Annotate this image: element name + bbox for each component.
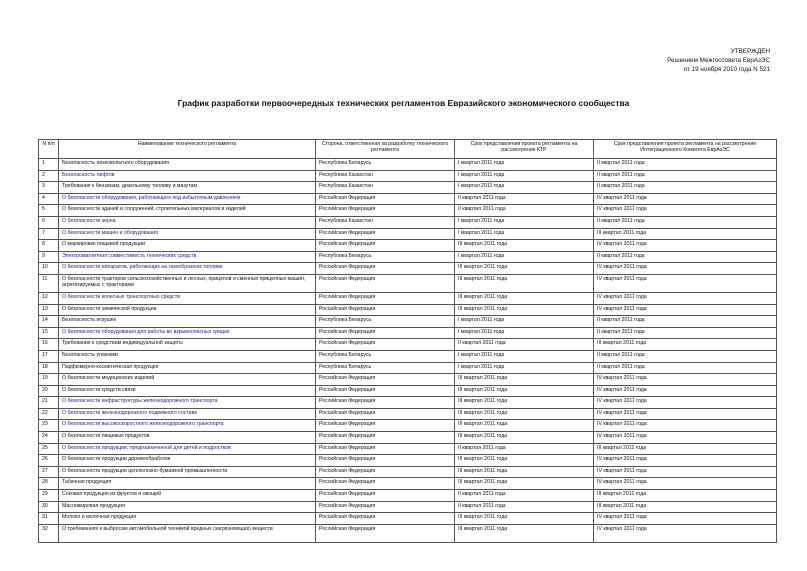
regulation-name: О маркировке пищевой продукции	[59, 240, 316, 252]
ktr-deadline: II квартал 2011 года	[455, 339, 594, 351]
table-row	[39, 216, 777, 228]
ktr-deadline: III квартал 2011 года	[455, 292, 594, 304]
responsible-party: Российская Федерация	[316, 304, 455, 316]
ic-deadline: III квартал 2011 года	[594, 228, 777, 240]
table-row	[39, 170, 777, 182]
regulation-name: О безопасности химической продукции	[59, 304, 316, 316]
ktr-deadline: II квартал 2011 года	[455, 205, 594, 217]
table-row	[39, 385, 777, 397]
header-party: Сторона, ответственная за разработку технического регламента	[316, 140, 455, 159]
ic-deadline: IV квартал 2011 года	[594, 478, 777, 490]
responsible-party: Республика Казахстан	[316, 170, 455, 182]
table-row	[39, 205, 777, 217]
responsible-party: Российская Федерация	[316, 478, 455, 490]
ktr-deadline: II квартал 2011 года	[455, 443, 594, 455]
regulation-name: О безопасности продукции деревообработки	[59, 455, 316, 467]
table-row	[39, 432, 777, 444]
table-row	[39, 304, 777, 316]
responsible-party: Российская Федерация	[316, 385, 455, 397]
table-row	[39, 159, 777, 171]
approval-block	[667, 47, 770, 75]
ic-deadline: III квартал 2011 года	[594, 490, 777, 502]
ktr-deadline: II квартал 2011 года	[455, 490, 594, 502]
ktr-deadline: III квартал 2011 года	[455, 263, 594, 275]
ktr-deadline: III квартал 2011 года	[455, 455, 594, 467]
regulation-name: О безопасности пищевых продуктов	[59, 432, 316, 444]
regulation-name: Безопасность игрушек	[59, 316, 316, 328]
row-number: 21	[39, 397, 59, 409]
ktr-deadline: III квартал 2011 года	[455, 385, 594, 397]
regulation-name: О безопасности продукции целлюлозно-бумажной промышленности	[59, 466, 316, 478]
ktr-deadline: III квартал 2011 года	[455, 304, 594, 316]
row-number: 22	[39, 408, 59, 420]
regulation-name[interactable]: О безопасности инфраструктуры железнодорожного транспорта	[59, 397, 316, 409]
responsible-party: Российская Федерация	[316, 228, 455, 240]
responsible-party: Российская Федерация	[316, 524, 455, 542]
regulation-name: О безопасности медицинских изделий	[59, 374, 316, 386]
regulation-name: Соковая продукция из фруктов и овощей	[59, 490, 316, 502]
row-number: 6	[39, 216, 59, 228]
ic-deadline: II квартал 2011 года	[594, 327, 777, 339]
row-number: 26	[39, 455, 59, 467]
ktr-deadline: III квартал 2011 года	[455, 432, 594, 444]
header-ktr-deadline: Срок представления проекта регламента на рассмотрение КТР	[455, 140, 594, 159]
ic-deadline: IV квартал 2011 года	[594, 524, 777, 542]
responsible-party: Республика Беларусь	[316, 251, 455, 263]
regulation-name[interactable]: О безопасности колесных транспортных средств	[59, 292, 316, 304]
row-number: 27	[39, 466, 59, 478]
ktr-deadline: III квартал 2011 года	[455, 240, 594, 252]
ic-deadline: IV квартал 2011 года	[594, 292, 777, 304]
row-number: 16	[39, 339, 59, 351]
table-row	[39, 350, 777, 362]
regulation-name[interactable]: О безопасности оборудования для работы во взрывоопасных средах	[59, 327, 316, 339]
ktr-deadline: I квартал 2011 года	[455, 159, 594, 171]
regulation-name[interactable]: О безопасности высокоскоростного железнодорожного транспорта	[59, 420, 316, 432]
responsible-party: Российская Федерация	[316, 432, 455, 444]
responsible-party: Российская Федерация	[316, 240, 455, 252]
header-name: Наименование технического регламента	[59, 140, 316, 159]
ktr-deadline: II квартал 2011 года	[455, 501, 594, 513]
ic-deadline: III квартал 2011 года	[594, 443, 777, 455]
table-row	[39, 316, 777, 328]
responsible-party: Российская Федерация	[316, 193, 455, 205]
table-row	[39, 443, 777, 455]
responsible-party: Российская Федерация	[316, 420, 455, 432]
row-number: 18	[39, 362, 59, 374]
ic-deadline: II квартал 2011 года	[594, 362, 777, 374]
responsible-party: Российская Федерация	[316, 397, 455, 409]
responsible-party: Российская Федерация	[316, 443, 455, 455]
header-ic-deadline: Срок представления проекта регламента на рассмотрение Интеграционного Комитета ЕврАзЭС	[594, 140, 777, 159]
regulations-table	[38, 139, 777, 543]
ic-deadline: II квартал 2011 года	[594, 216, 777, 228]
regulation-name: Требования к средствам индивидуальной защиты	[59, 339, 316, 351]
row-number: 12	[39, 292, 59, 304]
table-row	[39, 490, 777, 502]
row-number: 30	[39, 501, 59, 513]
ic-deadline: IV квартал 2011 года	[594, 263, 777, 275]
table-row	[39, 408, 777, 420]
ic-deadline: III квартал 2011 года	[594, 339, 777, 351]
approval-line-2: Решением Межгоссовета ЕврАзЭС	[667, 57, 770, 65]
responsible-party: Республика Беларусь	[316, 316, 455, 328]
row-number: 10	[39, 263, 59, 275]
regulation-name[interactable]: О безопасности аппаратов, работающих на газообразном топливе	[59, 263, 316, 275]
table-row	[39, 362, 777, 374]
table-header-row	[39, 140, 777, 159]
ktr-deadline: I квартал 2011 года	[455, 251, 594, 263]
regulation-name: Молоко и молочная продукция	[59, 513, 316, 525]
header-number: N п/п	[39, 140, 59, 159]
row-number: 19	[39, 374, 59, 386]
ktr-deadline: II квартал 2011 года	[455, 193, 594, 205]
row-number: 9	[39, 251, 59, 263]
ic-deadline: IV квартал 2011 года	[594, 240, 777, 252]
approval-line-3: от 19 ноября 2010 года N 521	[683, 66, 770, 74]
regulation-name[interactable]: О безопасности железнодорожного подвижного состава	[59, 408, 316, 420]
row-number: 14	[39, 316, 59, 328]
ic-deadline: II квартал 2011 года	[594, 316, 777, 328]
regulation-name[interactable]: Безопасность лифтов	[59, 170, 316, 182]
table-row	[39, 513, 777, 525]
table-row	[39, 228, 777, 240]
regulation-name: Парфюмерно-косметическая продукция	[59, 362, 316, 374]
regulation-name[interactable]: О безопасности оборудования, работающего под избыточным давлением	[59, 193, 316, 205]
row-number: 7	[39, 228, 59, 240]
row-number: 2	[39, 170, 59, 182]
regulation-name[interactable]: О безопасности продукции, предназначенной для детей и подростков	[59, 443, 316, 455]
responsible-party: Республика Казахстан	[316, 182, 455, 194]
ic-deadline: IV квартал 2011 года	[594, 274, 777, 292]
ktr-deadline: I квартал 2011 года	[455, 170, 594, 182]
ic-deadline: IV квартал 2011 года	[594, 513, 777, 525]
ktr-deadline: III квартал 2011 года	[455, 397, 594, 409]
row-number: 23	[39, 420, 59, 432]
responsible-party: Российская Федерация	[316, 374, 455, 386]
responsible-party: Российская Федерация	[316, 263, 455, 275]
responsible-party: Российская Федерация	[316, 292, 455, 304]
table-row	[39, 182, 777, 194]
ic-deadline: IV квартал 2011 года	[594, 205, 777, 217]
ic-deadline: IV квартал 2011 года	[594, 193, 777, 205]
table-row	[39, 478, 777, 490]
table-row	[39, 397, 777, 409]
ktr-deadline: I квартал 2011 года	[455, 216, 594, 228]
ktr-deadline: I квартал 2011 года	[455, 182, 594, 194]
table-row	[39, 251, 777, 263]
ktr-deadline: I квартал 2011 года	[455, 350, 594, 362]
row-number: 13	[39, 304, 59, 316]
ktr-deadline: I квартал 2011 года	[455, 362, 594, 374]
row-number: 20	[39, 385, 59, 397]
row-number: 17	[39, 350, 59, 362]
table-row	[39, 501, 777, 513]
ic-deadline: II квартал 2011 года	[594, 170, 777, 182]
responsible-party: Республика Беларусь	[316, 362, 455, 374]
responsible-party: Республика Беларусь	[316, 350, 455, 362]
table-row	[39, 193, 777, 205]
ic-deadline: IV квартал 2011 года	[594, 385, 777, 397]
responsible-party: Российская Федерация	[316, 205, 455, 217]
table-row	[39, 524, 777, 542]
ktr-deadline: III квартал 2011 года	[455, 420, 594, 432]
row-number: 25	[39, 443, 59, 455]
ic-deadline: IV квартал 2011 года	[594, 304, 777, 316]
responsible-party: Российская Федерация	[316, 455, 455, 467]
table-row	[39, 374, 777, 386]
table-row	[39, 292, 777, 304]
table-row	[39, 455, 777, 467]
row-number: 8	[39, 240, 59, 252]
ktr-deadline: III квартал 2011 года	[455, 524, 594, 542]
row-number: 1	[39, 159, 59, 171]
regulation-name: Безопасность упаковки	[59, 350, 316, 362]
row-number: 29	[39, 490, 59, 502]
ic-deadline: IV квартал 2011 года	[594, 408, 777, 420]
responsible-party: Российская Федерация	[316, 513, 455, 525]
row-number: 4	[39, 193, 59, 205]
regulation-name: Табачная продукция	[59, 478, 316, 490]
row-number: 24	[39, 432, 59, 444]
row-number: 11	[39, 274, 59, 292]
table-row	[39, 274, 777, 292]
ktr-deadline: I квартал 2011 года	[455, 327, 594, 339]
table-row	[39, 263, 777, 275]
row-number: 5	[39, 205, 59, 217]
ktr-deadline: I квартал 2011 года	[455, 228, 594, 240]
ic-deadline: IV квартал 2011 года	[594, 420, 777, 432]
table-row	[39, 240, 777, 252]
document-title: График разработки первоочередных технических регламентов Евразийского экономического сообщества	[177, 98, 630, 108]
table-row	[39, 339, 777, 351]
ic-deadline: IV квартал 2011 года	[594, 466, 777, 478]
responsible-party: Российская Федерация	[316, 408, 455, 420]
regulation-name: О безопасности тракторов сельскохозяйственных и лесных, прицепов и сменных прицепных машин, агрегатируемых с тракторами	[59, 274, 316, 292]
regulation-name: О требованиях к выбросам автомобильной техникой вредных (загрязняющих) веществ	[59, 524, 316, 542]
regulation-name[interactable]: Электромагнитная совместимость технических средств	[59, 251, 316, 263]
row-number: 28	[39, 478, 59, 490]
regulation-name: О безопасности средств связи	[59, 385, 316, 397]
ic-deadline: II квартал 2011 года	[594, 251, 777, 263]
regulation-name[interactable]: О безопасности зерна	[59, 216, 316, 228]
row-number: 32	[39, 524, 59, 542]
responsible-party: Республика Казахстан	[316, 216, 455, 228]
ic-deadline: IV квартал 2011 года	[594, 374, 777, 386]
row-number: 15	[39, 327, 59, 339]
regulation-name: Требования к бензинам, дизельному топливу и мазутам	[59, 182, 316, 194]
ktr-deadline: III квартал 2011 года	[455, 466, 594, 478]
responsible-party: Российская Федерация	[316, 490, 455, 502]
responsible-party: Российская Федерация	[316, 339, 455, 351]
ktr-deadline: III квартал 2011 года	[455, 513, 594, 525]
approval-line-1: УТВЕРЖДЕН	[730, 48, 770, 55]
row-number: 3	[39, 182, 59, 194]
regulation-name: О безопасности зданий и сооружений, строительных материалов и изделий	[59, 205, 316, 217]
responsible-party: Российская Федерация	[316, 501, 455, 513]
ic-deadline: III квартал 2011 года	[594, 501, 777, 513]
table-row	[39, 420, 777, 432]
ktr-deadline: III квартал 2011 года	[455, 374, 594, 386]
ktr-deadline: III квартал 2011 года	[455, 274, 594, 292]
ktr-deadline: III квартал 2011 года	[455, 478, 594, 490]
regulation-name: Масложировая продукция	[59, 501, 316, 513]
regulation-name: Безопасность низковольтного оборудования	[59, 159, 316, 171]
responsible-party: Российская Федерация	[316, 327, 455, 339]
table-row	[39, 327, 777, 339]
responsible-party: Российская Федерация	[316, 466, 455, 478]
table-row	[39, 466, 777, 478]
ic-deadline: II квартал 2011 года	[594, 182, 777, 194]
ic-deadline: IV квартал 2011 года	[594, 455, 777, 467]
row-number: 31	[39, 513, 59, 525]
regulation-name[interactable]: О безопасности машин и оборудования	[59, 228, 316, 240]
ic-deadline: IV квартал 2011 года	[594, 432, 777, 444]
ic-deadline: II квартал 2011 года	[594, 159, 777, 171]
ktr-deadline: I квартал 2011 года	[455, 316, 594, 328]
ic-deadline: II квартал 2011 года	[594, 350, 777, 362]
responsible-party: Российская Федерация	[316, 274, 455, 292]
responsible-party: Республика Беларусь	[316, 159, 455, 171]
ktr-deadline: III квартал 2011 года	[455, 408, 594, 420]
ic-deadline: IV квартал 2011 года	[594, 397, 777, 409]
